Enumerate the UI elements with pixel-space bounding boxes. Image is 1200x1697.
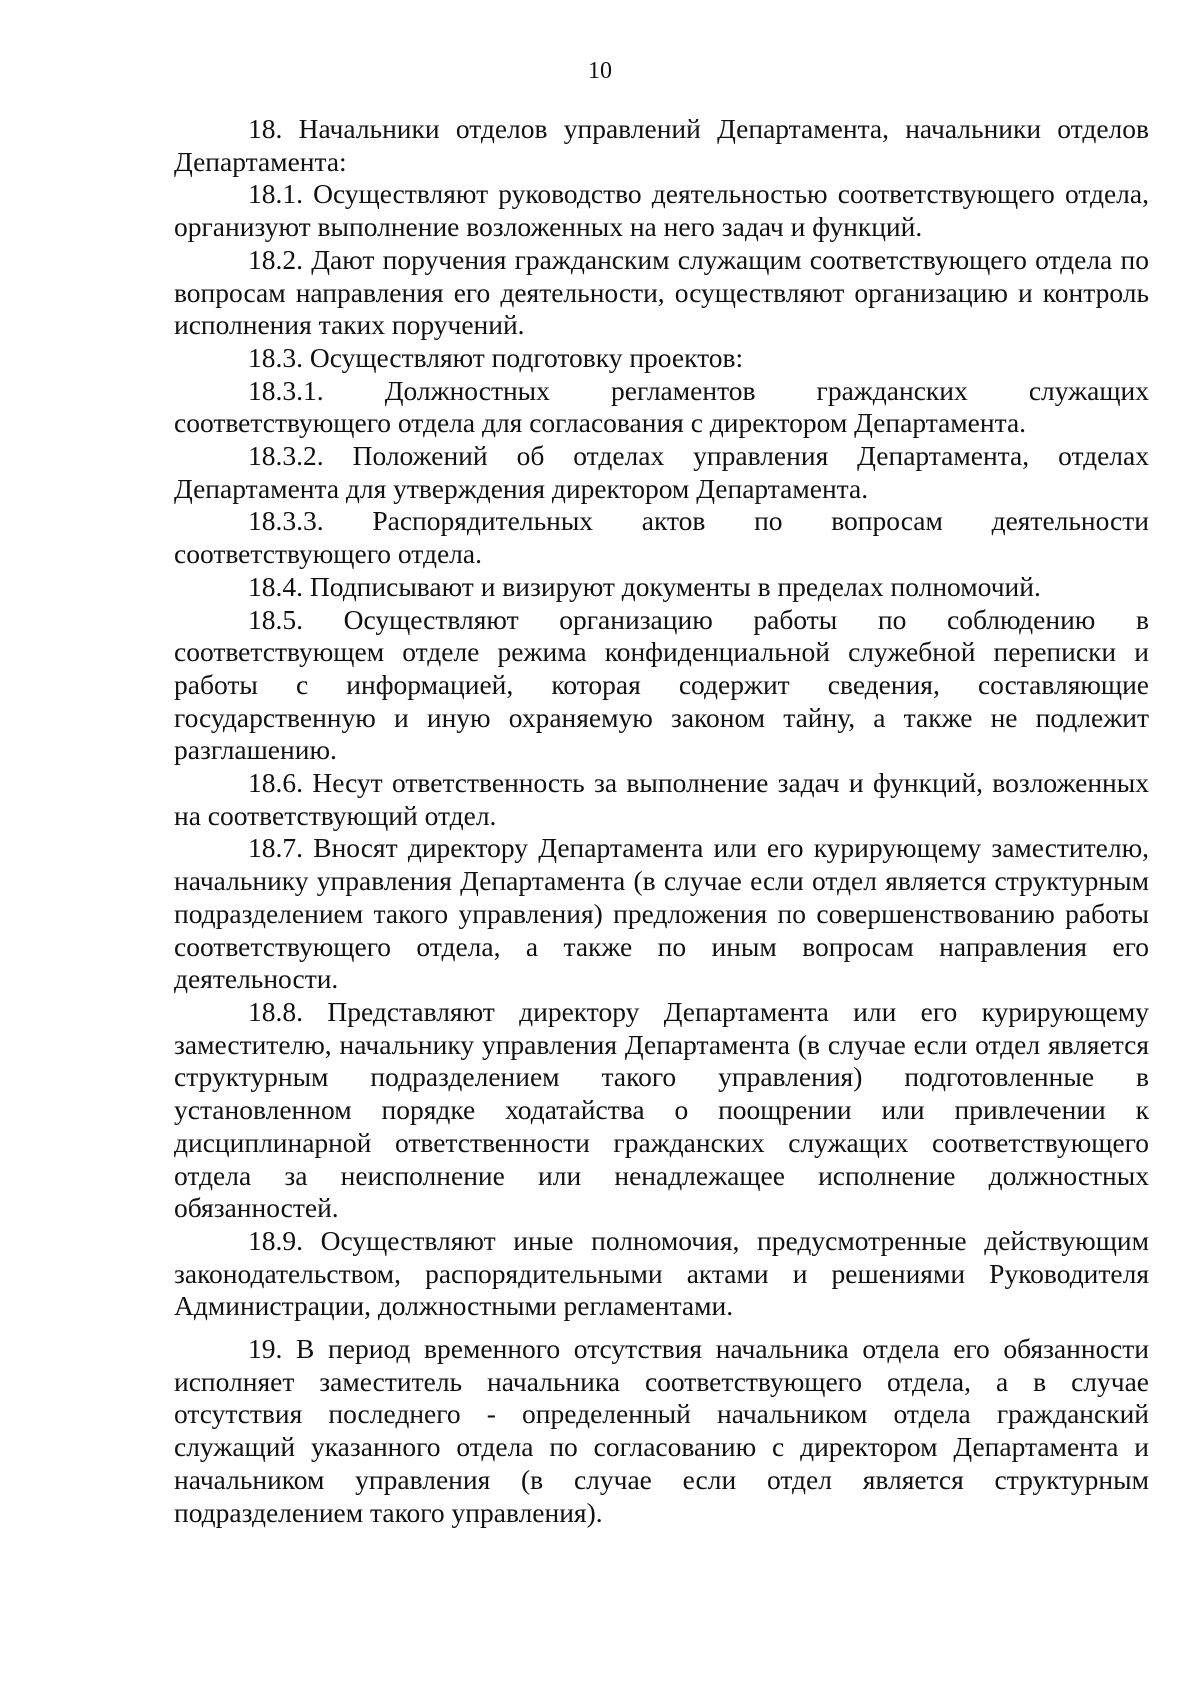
paragraph-19: 19. В период временного отсутствия начальника отдела его обязанности исполняет заместитель начальника соответствующего отдела, а в случае отсутствия последнего - определенный начальником отдела гражданский служащий указанного отдела по согласованию с директором Департамента и начальником управления (в случае если отдел является структурным подразделением такого управления). (174, 1333, 1149, 1528)
paragraph-18-6: 18.6. Несут ответственность за выполнение задач и функций, возложенных на соответствующий отдел. (174, 767, 1149, 831)
paragraph-18-8: 18.8. Представляют директору Департамента или его курирующему заместителю, начальнику управления Департамента (в случае если отдел является структурным подразделением такого управления) подготовленные в установленном порядке ходатайства о поощрении или привлечении к дисциплинарной ответственности гражданских служащих соответствующего отдела за неисполнение или ненадлежащее исполнение должностных обязанностей. (174, 995, 1149, 1224)
paragraph-18-3-1: 18.3.1. Должностных регламентов гражданских служащих соответствующего отдела для согласования с директором Департамента. (174, 374, 1149, 439)
document-body (174, 113, 1149, 1529)
paragraph-18-4: 18.4. Подписывают и визируют документы в пределах полномочий. (248, 570, 1041, 602)
paragraph-18-9: 18.9. Осуществляют иные полномочия, предусмотренные действующим законодательством, распорядительными актами и решениями Руководителя Администрации, должностными регламентами. (174, 1224, 1149, 1322)
page-number: 10 (588, 58, 612, 84)
paragraph-18-3: 18.3. Осуществляют подготовку проектов: (248, 341, 744, 373)
paragraph-18: 18. Начальники отделов управлений Департамента, начальники отделов Департамента: (174, 113, 1149, 177)
paragraph-18-2: 18.2. Дают поручения гражданским служащим соответствующего отдела по вопросам направления его деятельности, осуществляют организацию и контроль исполнения таких поручений. (174, 243, 1149, 341)
paragraph-18-3-2: 18.3.2. Положений об отделах управления Департамента, отделах Департамента для утверждения директором Департамента. (174, 440, 1149, 504)
paragraph-18-5: 18.5. Осуществляют организацию работы по соблюдению в соответствующем отделе режима конфиденциальной служебной переписки и работы с информацией, которая содержит сведения, составляющие государственную и иную охраняемую законом тайну, а также не подлежит разглашению. (174, 603, 1149, 766)
paragraph-18-3-3: 18.3.3. Распорядительных актов по вопросам деятельности соответствующего отдела. (174, 505, 1149, 570)
paragraph-18-1: 18.1. Осуществляют руководство деятельностью соответствующего отдела, организуют выполнение возложенных на него задач и функций. (174, 178, 1149, 243)
paragraph-18-7: 18.7. Вносят директору Департамента или его курирующему заместителю, начальнику управления Департамента (в случае если отдел является структурным подразделением такого управления) предложения по совершенствованию работы соответствующего отдела, а также по иным вопросам направления его деятельности. (174, 832, 1149, 995)
